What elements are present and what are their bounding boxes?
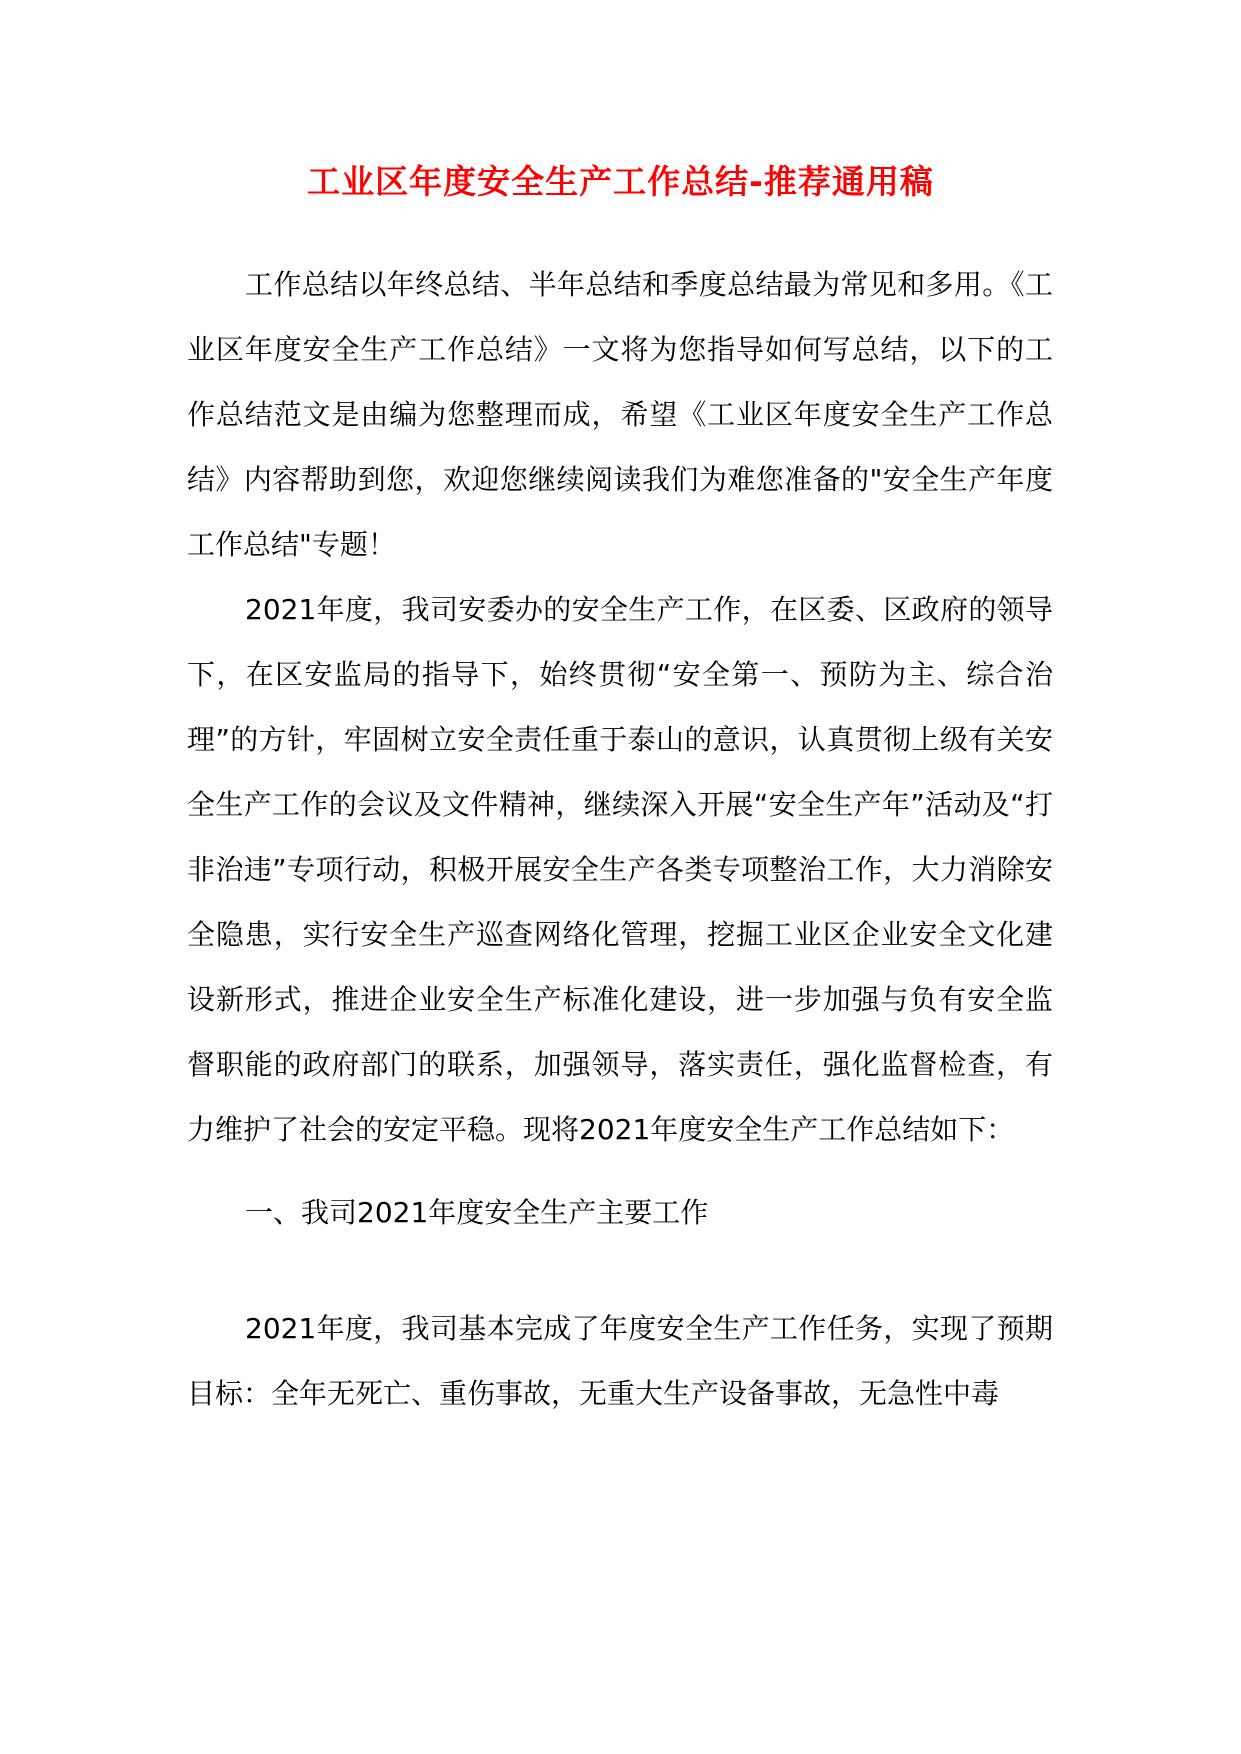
intro-body	[187, 252, 1053, 1162]
section-body	[187, 1296, 1053, 1426]
summary-paragraph: 2021年度，我司安委办的安全生产工作，在区委、区政府的领导下，在区安监局的指导下，始终贯彻“安全第一、预防为主、综合治理”的方针，牢固树立安全责任重于泰山的意识，认真贯彻上级有关安全生产工作的会议及文件精神，继续深入开展“安全生产年”活动及“打非治违”专项行动，积极开展安全生产各类专项整治工作，大力消除安全隐患，实行安全生产巡查网络化管理，挖掘工业区企业安全文化建设新形式，推进企业安全生产标准化建设，进一步加强与负有安全监督职能的政府部门的联系，加强领导，落实责任，强化监督检查，有力维护了社会的安定平稳。现将2021年度安全生产工作总结如下：	[187, 593, 1053, 1146]
intro-paragraph: 工作总结以年终总结、半年总结和季度总结最为常见和多用。《工业区年度安全生产工作总结》一文将为您指导如何写总结，以下的工作总结范文是由编为您整理而成，希望《工业区年度安全生产工作总结》内容帮助到您，欢迎您继续阅读我们为难您准备的"安全生产年度工作总结"专题！	[187, 268, 1053, 561]
document-title: 工业区年度安全生产工作总结-推荐通用稿	[307, 162, 934, 201]
section-heading: 一、我司2021年度安全生产主要工作	[245, 1196, 709, 1229]
section-paragraph: 2021年度，我司基本完成了年度安全生产工作任务，实现了预期目标：全年无死亡、重伤事故，无重大生产设备事故，无急性中毒	[187, 1312, 1053, 1410]
